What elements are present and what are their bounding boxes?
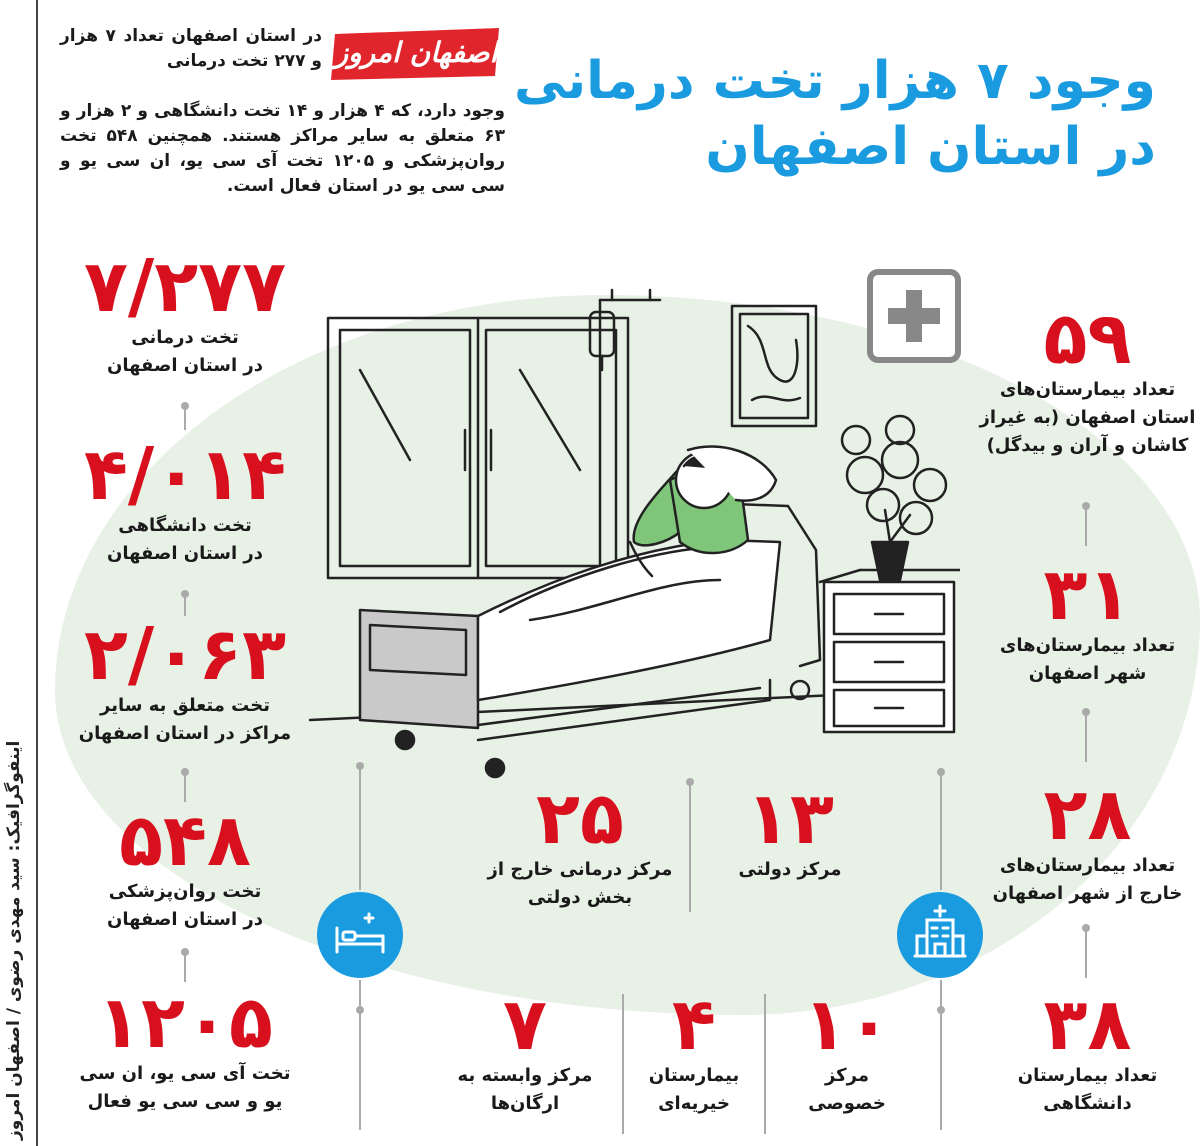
hospitals-city-label-1: تعداد بیمارستان‌های: [999, 635, 1176, 656]
connector-line: [1085, 712, 1087, 762]
centers-organizations-label-1: مرکز وابسته به: [457, 1065, 593, 1086]
centers-gov-value: ۱۳: [746, 776, 834, 860]
beds-other-value: ۲/۰۶۳: [83, 612, 287, 696]
connector-line: [622, 994, 624, 1134]
hospitals-city-value: ۳۱: [1043, 552, 1132, 636]
centers-private-value: ۱۰: [803, 982, 891, 1066]
centers-organizations-block: [440, 982, 610, 1118]
hospitals-charity-block: [630, 982, 758, 1118]
hospitals-province-block: [975, 296, 1200, 460]
hospitals-charity-label-1: بیمارستان: [648, 1065, 740, 1086]
hospitals-university-label-2: دانشگاهی: [1043, 1093, 1132, 1114]
connector-line: [184, 952, 186, 982]
centers-nongov-block: [480, 776, 680, 912]
hospitals-city-block: [975, 552, 1200, 688]
left-border-line: [36, 0, 38, 1146]
hospitals-university-block: [975, 982, 1200, 1118]
hospitals-charity-label-2: خیریه‌ای: [658, 1093, 730, 1114]
hospitals-outside-value: ۲۸: [1043, 772, 1132, 856]
connector-dot: [356, 762, 364, 770]
plus-icon: [866, 268, 962, 364]
centers-nongov-label-2: بخش دولتی: [527, 887, 633, 908]
logo-text: اصفهان امروز: [334, 36, 498, 69]
connector-line: [764, 994, 766, 1134]
beds-university-value: ۴/۰۱۴: [83, 432, 287, 516]
beds-total-label-2: در استان اصفهان: [107, 355, 263, 376]
hospitals-university-label-1: تعداد بیمارستان: [1017, 1065, 1158, 1086]
hospital-icon: [897, 892, 983, 978]
centers-private-block: [772, 982, 922, 1118]
beds-icu-label-2: یو و سی سی یو فعال: [87, 1091, 283, 1112]
beds-psychiatric-label-2: در استان اصفهان: [107, 909, 263, 930]
connector-line: [940, 980, 942, 1130]
beds-total-label-1: تخت درمانی: [131, 327, 239, 348]
beds-university-block: [60, 432, 310, 568]
connector-line: [1085, 928, 1087, 978]
hospitals-province-value: ۵۹: [1043, 296, 1132, 380]
centers-private-label-1: مرکز: [824, 1065, 869, 1086]
connector-line: [184, 406, 186, 430]
hospitals-outside-block: [975, 772, 1200, 908]
hospitals-outside-label-1: تعداد بیمارستان‌های: [999, 855, 1176, 876]
beds-university-label-2: در استان اصفهان: [107, 543, 263, 564]
hospital-room-illustration: [300, 280, 960, 780]
title-line-2: در استان اصفهان: [705, 117, 1156, 177]
hospitals-city-label-2: شهر اصفهان: [1028, 663, 1147, 684]
hospitals-province-label-2: استان اصفهان (به غیراز: [979, 407, 1196, 428]
page-title: [496, 48, 1156, 180]
connector-dot: [937, 1006, 945, 1014]
connector-line: [1085, 506, 1087, 546]
centers-organizations-label-2: ارگان‌ها: [490, 1093, 560, 1114]
beds-psychiatric-block: [60, 798, 310, 934]
connector-line: [689, 782, 691, 912]
hospitals-province-label-3: کاشان و آران و بیدگل): [986, 435, 1189, 456]
connector-line: [940, 772, 942, 890]
centers-gov-label-1: مرکز دولتی: [738, 859, 842, 880]
centers-nongov-value: ۲۵: [536, 776, 624, 860]
intro-text-body: وجود دارد، که ۴ هزار و ۱۴ تخت دانشگاهی و ۲ هزار و ۶۳ متعلق به سایر مراکز هستند. همچنین ۵۴۸ تخت روان‌پزشکی و ۱۲۰۵ تخت آی سی یو، ان سی یو و سی سی یو در استان فعال است.: [60, 101, 506, 196]
connector-dot: [356, 1006, 364, 1014]
centers-private-label-2: خصوصی: [808, 1093, 886, 1114]
beds-total-block: [60, 244, 310, 380]
hospitals-outside-label-2: خارج از شهر اصفهان: [992, 883, 1183, 904]
beds-total-value: ۷/۲۷۷: [83, 244, 287, 328]
centers-nongov-label-1: مرکز درمانی خارج از: [487, 859, 673, 880]
beds-icu-block: [60, 980, 310, 1116]
hospitals-university-value: ۳۸: [1043, 982, 1132, 1066]
connector-line: [359, 768, 361, 890]
connector-line: [359, 980, 361, 1130]
beds-psychiatric-label-1: تخت روان‌پزشکی: [108, 881, 262, 902]
beds-other-label-2: مراکز در استان اصفهان: [78, 723, 292, 744]
bed-icon: [317, 892, 403, 978]
centers-organizations-value: ۷: [503, 982, 547, 1066]
beds-other-label-1: تخت متعلق به سایر: [100, 695, 270, 716]
intro-text-top: در استان اصفهان تعداد ۷ هزار و ۲۷۷ تخت درمانی: [60, 26, 322, 71]
credit-text: اینفوگرافیک: سید مهدی رضوی / اصفهان امروز: [4, 740, 24, 1140]
hospitals-charity-value: ۴: [672, 982, 716, 1066]
centers-gov-block: [700, 776, 880, 884]
beds-university-label-1: تخت دانشگاهی: [118, 515, 252, 536]
beds-icu-label-1: تخت آی سی یو، ان سی: [79, 1063, 291, 1084]
hospitals-province-label-1: تعداد بیمارستان‌های: [999, 379, 1176, 400]
beds-icu-value: ۱۲۰۵: [97, 980, 273, 1064]
beds-other-block: [60, 612, 310, 748]
title-line-1: وجود ۷ هزار تخت درمانی: [514, 51, 1156, 111]
beds-psychiatric-value: ۵۴۸: [119, 798, 251, 882]
